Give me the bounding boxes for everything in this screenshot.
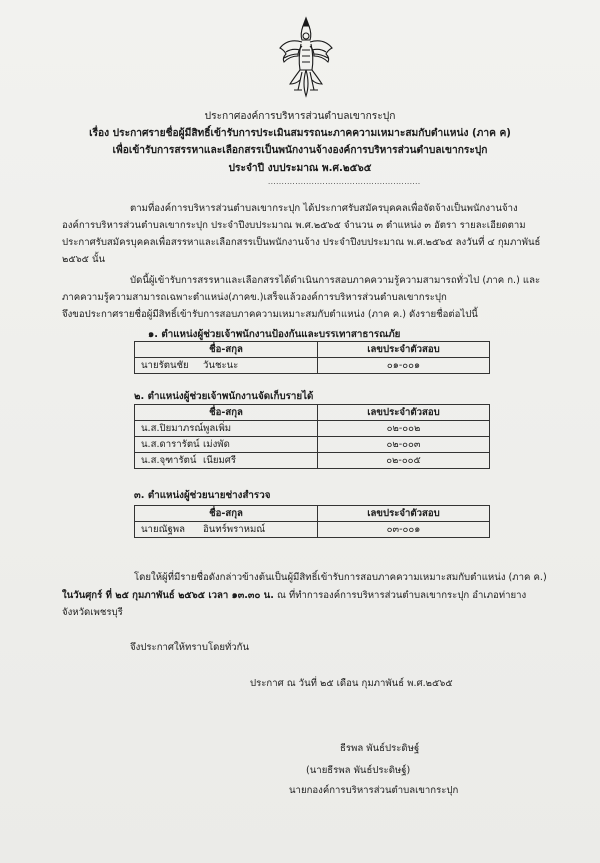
table-row (135, 358, 490, 374)
col-name-header: ชื่อ-สกุล (135, 506, 318, 522)
exam-location: ณ ที่ทำการองค์การบริหารส่วนตำบลเขากระปุก อำเภอท่ายาง (273, 590, 527, 601)
para3-line2 (62, 588, 526, 603)
first-name: น.ส.ปิยมาภรณ์ (141, 423, 204, 434)
para2-line3: จึงขอประกาศรายชื่อผู้มีสิทธิ์เข้ารับการสอบภาคความเหมาะสมกับตำแหน่ง (ภาค ค.) ดังรายชื่อต่อไปนี้ (62, 309, 478, 320)
last-name: วันชะนะ (203, 360, 239, 371)
exam-code: ๐๒-๐๐๓ (318, 437, 490, 453)
para3-line1: โดยให้ผู้ที่มีรายชื่อดังกล่าวข้างต้นเป็นผู้มีสิทธิ์เข้ารับการสอบภาคความเหมาะสมกับตำแหน่ง (ภาค ค.) (134, 572, 547, 583)
last-name: เม่งพัด (203, 439, 230, 450)
announce-line: จึงประกาศให้ทราบโดยทั่วกัน (130, 642, 250, 653)
subject-line-3: ประจำปี งบประมาณ พ.ศ.๒๕๖๕ (228, 163, 372, 174)
exam-code: ๐๓-๐๐๑ (318, 522, 490, 538)
last-name: อินทร์พราหมณ์ (203, 524, 266, 535)
table-row (135, 453, 490, 469)
col-code-header: เลขประจำตัวสอบ (318, 342, 490, 358)
para2-line1: บัดนี้ผู้เข้ารับการสรรหาและเลือกสรรได้ดำเนินการสอบภาคความรู้ความสามารถทั่วไป (ภาค ก.) และ (130, 275, 541, 286)
exam-datetime: ในวันศุกร์ ที่ ๒๕ กุมภาพันธ์ ๒๕๖๕ เวลา ๑๓.๓๐ น. (62, 590, 274, 601)
col-code-header: เลขประจำตัวสอบ (318, 506, 490, 522)
first-name: นายณัฐพล (141, 524, 185, 535)
exam-code: ๐๑-๐๐๑ (318, 358, 490, 374)
section-2-table (134, 404, 490, 469)
org-title: ประกาศองค์การบริหารส่วนตำบลเขากระปุก (204, 111, 396, 122)
para3-line3: จังหวัดเพชรบุรี (62, 607, 123, 618)
table-row (135, 522, 490, 538)
table-row (135, 421, 490, 437)
exam-code: ๐๒-๐๐๕ (318, 453, 490, 469)
first-name: น.ส.ดารารัตน์ (141, 439, 200, 450)
section-1-title: ๑. ตำแหน่งผู้ช่วยเจ้าพนักงานป้องกันและบรรเทาสาธารณภัย (148, 329, 401, 340)
para1-line2: องค์การบริหารส่วนตำบลเขากระปุก ประจำปีงบประมาณ พ.ศ.๒๕๖๕ จำนวน ๓ ตำแหน่ง ๓ อัตรา รายละเอียดตาม (62, 220, 526, 231)
separator-dots: ........................................................ (268, 178, 421, 186)
para1-line1: ตามที่องค์การบริหารส่วนตำบลเขากระปุก ได้ประกาศรับสมัครบุคคลเพื่อจัดจ้างเป็นพนักงานจ้าง (130, 203, 518, 214)
signer-name: (นายธีรพล พันธ์ประดิษฐ์) (306, 765, 411, 776)
last-name: เนียมศรี (203, 455, 237, 466)
para1-line4: ๒๕๖๕ นั้น (62, 254, 106, 265)
exam-code: ๐๒-๐๐๒ (318, 421, 490, 437)
col-name-header: ชื่อ-สกุล (135, 405, 318, 421)
para1-line3: ประกาศรับสมัครบุคคลเพื่อสรรหาและเลือกสรรเป็นพนักงานจ้าง ประจำปีงบประมาณ พ.ศ.๒๕๖๕ ลงวันที่ ๔ กุมภาพันธ์ (62, 237, 541, 248)
para2-line2: ภาคความรู้ความสามารถเฉพาะตำแหน่ง(ภาคข.)เสร็จแล้วองค์การบริหารส่วนตำบลเขากระปุก (62, 292, 447, 303)
subject-line-2: เพื่อเข้ารับการสรรหาและเลือกสรรเป็นพนักงานจ้างองค์การบริหารส่วนตำบลเขากระปุก (112, 145, 488, 156)
col-code-header: เลขประจำตัวสอบ (318, 405, 490, 421)
section-3-title: ๓. ตำแหน่งผู้ช่วยนายช่างสำรวจ (134, 490, 271, 501)
section-2-title: ๒. ตำแหน่งผู้ช่วยเจ้าพนักงานจัดเก็บรายได้ (134, 391, 314, 402)
first-name: นายรัตนชัย (141, 360, 189, 371)
col-name-header: ชื่อ-สกุล (135, 342, 318, 358)
table-row (135, 437, 490, 453)
first-name: น.ส.จุฑารัตน์ (141, 455, 197, 466)
subject-line-1: เรื่อง ประกาศรายชื่อผู้มีสิทธิ์เข้ารับการประเมินสมรรถนะภาคความเหมาะสมกับตำแหน่ง (ภาค ค) (89, 128, 511, 139)
date-line: ประกาศ ณ วันที่ ๒๕ เดือน กุมภาพันธ์ พ.ศ.๒๕๖๕ (250, 678, 453, 689)
section-3-table (134, 505, 490, 538)
signature-name: ธีรพล พันธ์ประดิษฐ์ (340, 743, 420, 754)
signer-title: นายกองค์การบริหารส่วนตำบลเขากระปุก (289, 785, 459, 796)
last-name: พูลเพิ่ม (203, 423, 232, 434)
section-1-table (134, 341, 490, 374)
garuda-emblem-icon (276, 14, 336, 100)
